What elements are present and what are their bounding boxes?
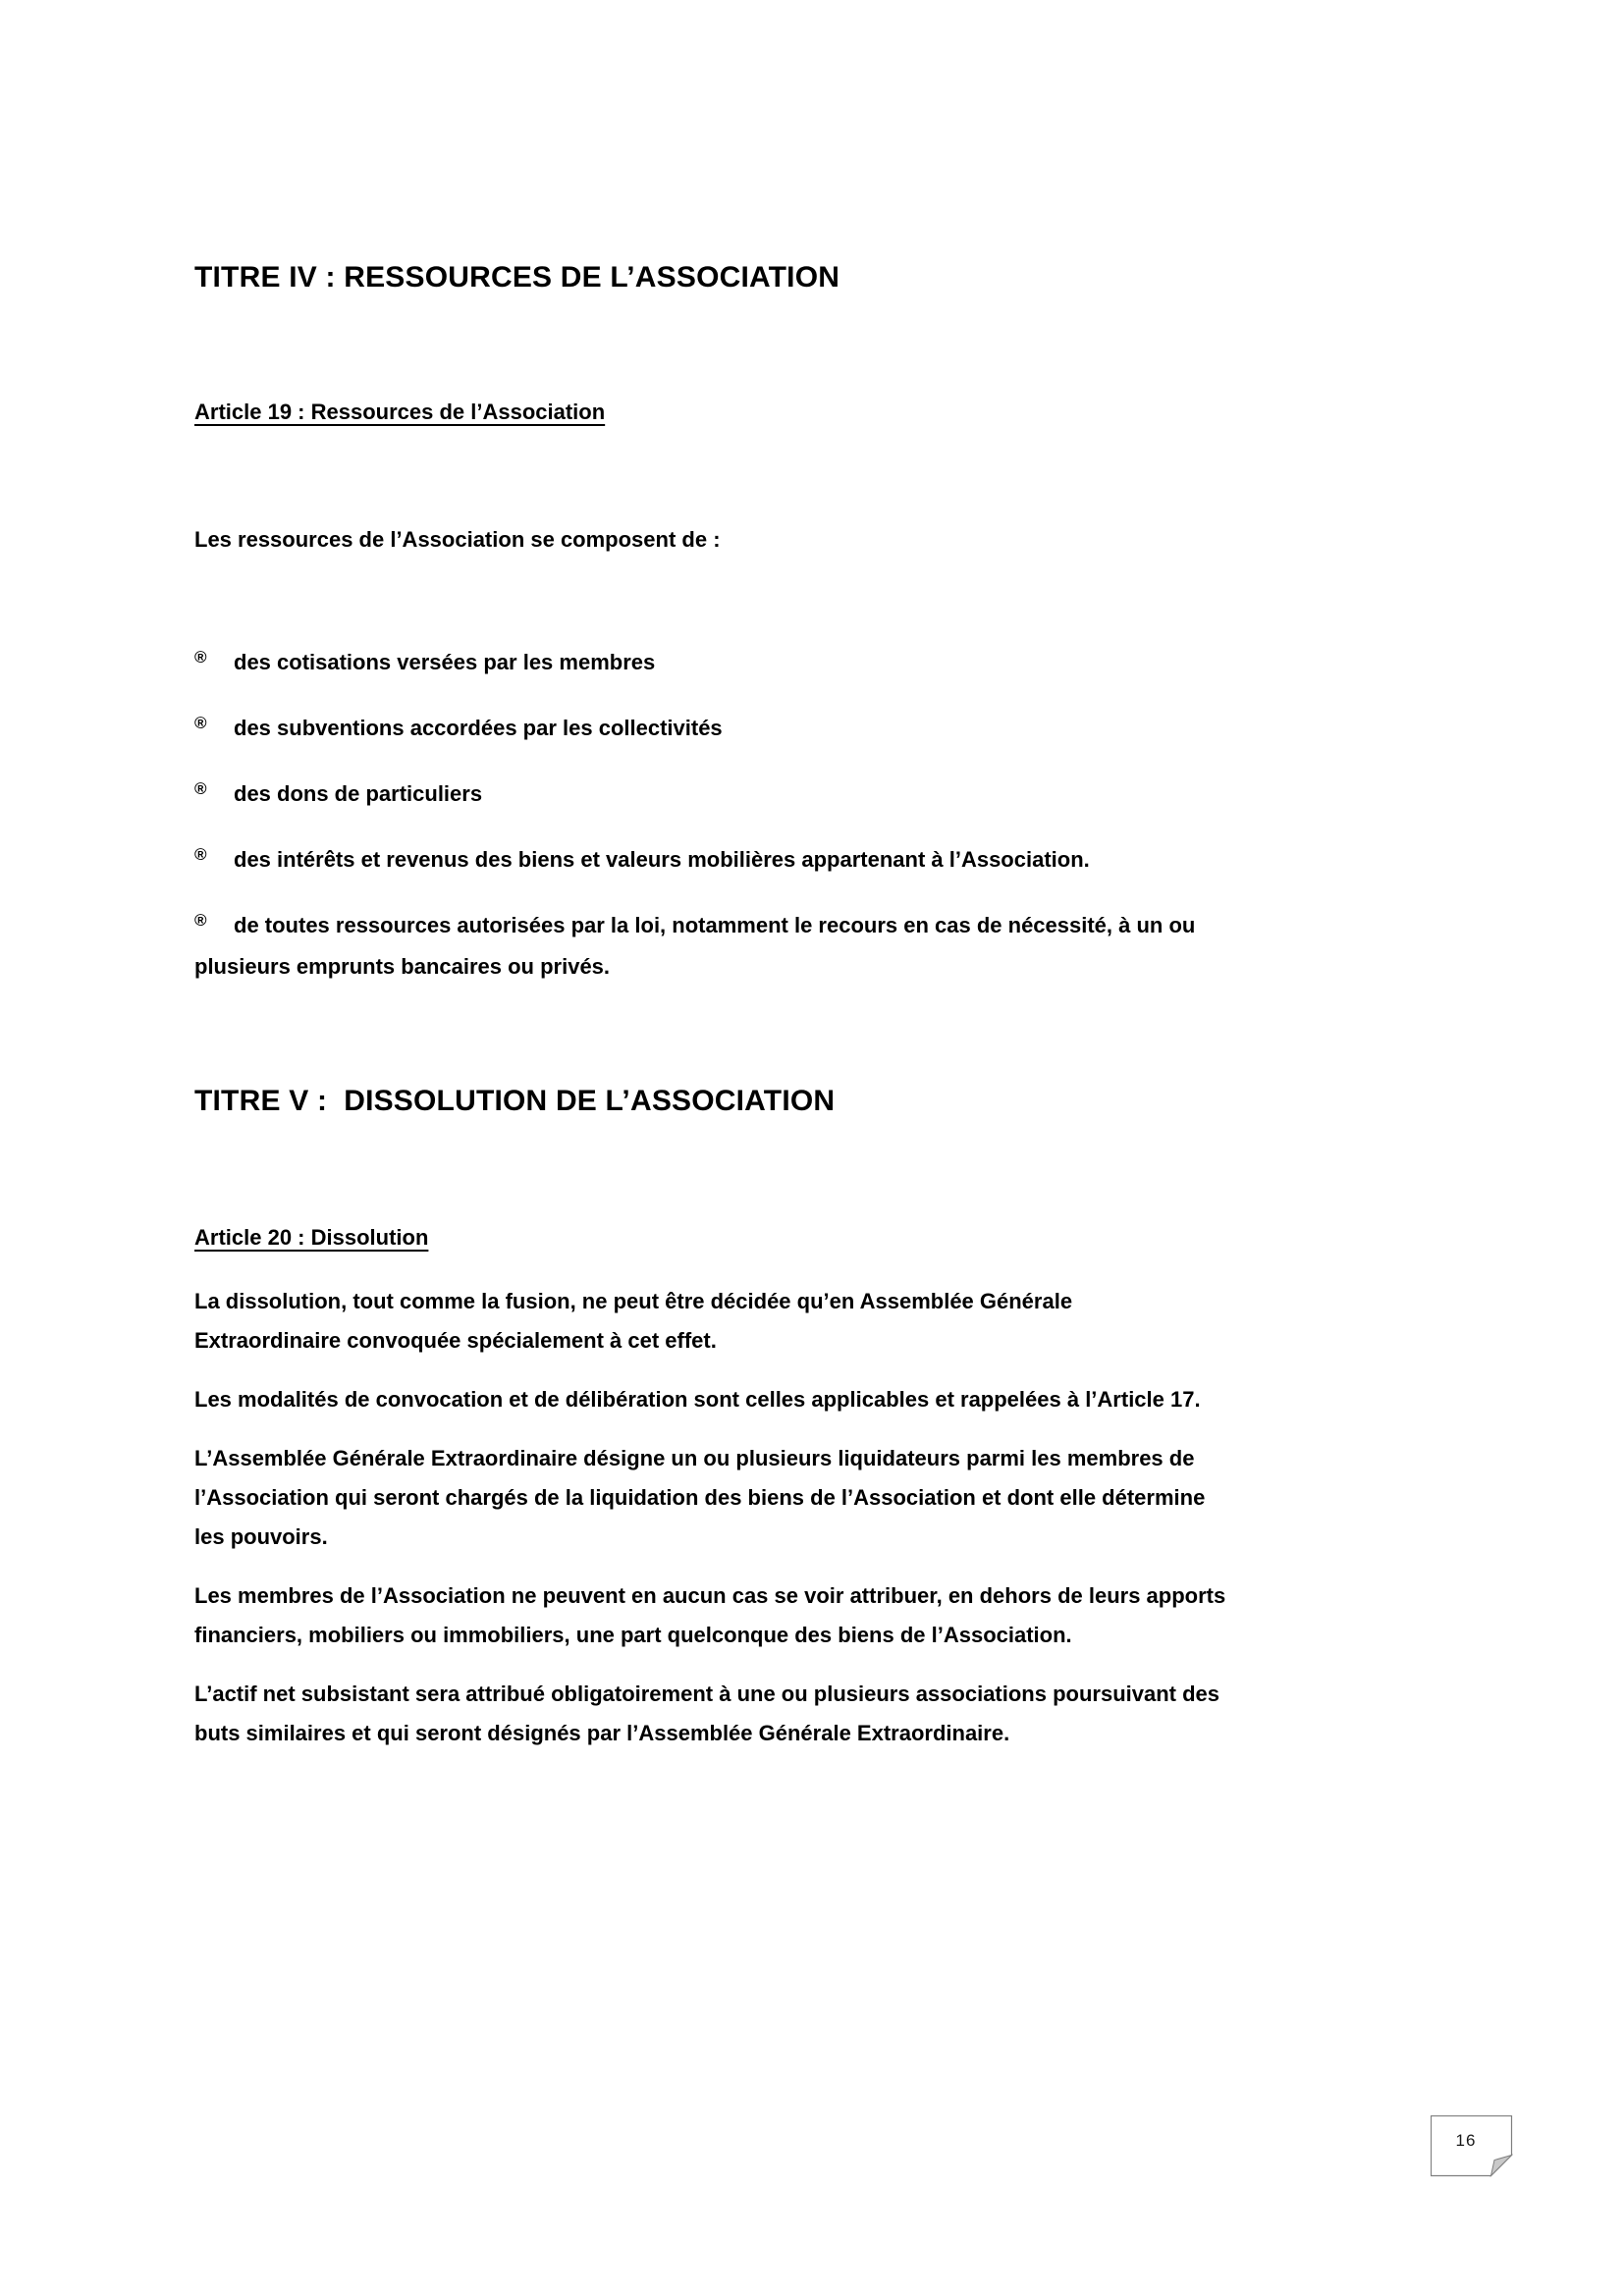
article20-heading: Article 20 : Dissolution (194, 1225, 429, 1250)
dissolution-paragraphs (194, 1282, 1434, 1753)
paragraph-line: L’actif net subsistant sera attribué obligatoirement à une ou plusieurs associations poursuivant des (194, 1682, 1220, 1706)
resources-intro: Les ressources de l’Association se composent de : (194, 527, 721, 552)
paragraph (194, 1576, 1434, 1655)
bullet-marker-icon: ® (194, 714, 207, 732)
document-content (194, 0, 1434, 1753)
list-item (194, 906, 1434, 987)
list-item-text: des subventions accordées par les collectivités (234, 716, 723, 740)
list-item-text: plusieurs emprunts bancaires ou privés. (194, 954, 611, 979)
list-item (194, 643, 1434, 684)
bullet-marker-icon: ® (194, 648, 207, 667)
paragraph-line: les pouvoirs. (194, 1524, 328, 1549)
paragraph (194, 1439, 1434, 1557)
resources-list (194, 643, 1434, 987)
paragraph (194, 1675, 1434, 1753)
list-item-line (194, 906, 1434, 947)
bullet-marker-icon: ® (194, 911, 207, 930)
titre4-heading: TITRE IV : RESSOURCES DE L’ASSOCIATION (194, 261, 840, 294)
paragraph-line: l’Association qui seront chargés de la liquidation des biens de l’Association et dont elle détermine (194, 1485, 1206, 1510)
paragraph-line: La dissolution, tout comme la fusion, ne peut être décidée qu’en Assemblée Générale (194, 1289, 1073, 1313)
page-number-badge (1431, 2115, 1513, 2177)
paragraph-line: L’Assemblée Générale Extraordinaire désigne un ou plusieurs liquidateurs parmi les membres de (194, 1446, 1195, 1470)
article19-heading: Article 19 : Ressources de l’Association (194, 400, 606, 424)
paragraph-line: financiers, mobiliers ou immobiliers, une part quelconque des biens de l’Association. (194, 1623, 1072, 1647)
bullet-marker-icon: ® (194, 845, 207, 864)
list-item (194, 709, 1434, 750)
list-item-line (194, 709, 1434, 750)
paragraph-line: Les membres de l’Association ne peuvent en aucun cas se voir attribuer, en dehors de leurs apports (194, 1583, 1226, 1608)
list-item (194, 774, 1434, 816)
list-item-text: des dons de particuliers (234, 781, 483, 806)
list-item-text: des intérêts et revenus des biens et valeurs mobilières appartenant à l’Association. (234, 847, 1090, 872)
list-item-text: de toutes ressources autorisées par la loi, notamment le recours en cas de nécessité, à un ou (234, 913, 1196, 937)
list-item-line (194, 947, 1434, 987)
list-item-line (194, 774, 1434, 816)
list-item-line (194, 643, 1434, 684)
paragraph-line: Les modalités de convocation et de délibération sont celles applicables et rappelées à l’Article 17. (194, 1387, 1201, 1412)
paragraph-line: buts similaires et qui seront désignés par l’Assemblée Générale Extraordinaire. (194, 1721, 1010, 1745)
titre5-heading: TITRE V : DISSOLUTION DE L’ASSOCIATION (194, 1085, 836, 1117)
paragraph-line: Extraordinaire convoquée spécialement à cet effet. (194, 1328, 717, 1353)
paragraph (194, 1380, 1434, 1419)
list-item-text: des cotisations versées par les membres (234, 650, 656, 674)
page-number: 16 (1455, 2131, 1477, 2150)
list-item-line (194, 840, 1434, 881)
list-item (194, 840, 1434, 881)
bullet-marker-icon: ® (194, 779, 207, 798)
paragraph (194, 1282, 1434, 1361)
